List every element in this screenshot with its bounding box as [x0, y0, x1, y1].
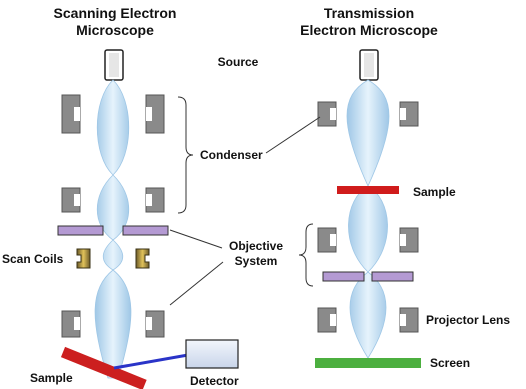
objective-label-line1: Objective	[228, 239, 284, 253]
tem-aperture-left	[323, 272, 364, 281]
objective-callout-line-2	[170, 262, 223, 305]
detector-label: Detector	[190, 374, 239, 388]
sem-title-line1: Scanning Electron	[53, 5, 177, 21]
projector-lens-label: Projector Lens	[426, 313, 511, 327]
condenser-label: Condenser	[200, 148, 263, 162]
tem-column	[315, 50, 421, 368]
sem-detector	[186, 340, 238, 368]
tem-title-line1: Transmission	[323, 5, 415, 21]
sem-aperture-right	[123, 226, 168, 235]
tem-objective-brace	[299, 224, 313, 286]
condenser-callout-line	[266, 117, 320, 153]
objective-callout-line-1	[170, 230, 222, 248]
source-label: Source	[217, 55, 259, 69]
tem-beam	[347, 80, 389, 358]
sem-column	[58, 50, 238, 389]
condenser-brace	[178, 97, 193, 213]
tem-title-line2: Electron Microscope	[300, 22, 438, 38]
sem-aperture-left	[58, 226, 103, 235]
sem-title-line2: Microscope	[76, 22, 154, 38]
tem-sample-label: Sample	[413, 185, 456, 199]
sem-detector-beam	[114, 355, 188, 368]
screen-label: Screen	[430, 356, 471, 370]
tem-sample	[337, 186, 399, 194]
objective-label-line2: System	[234, 254, 278, 268]
tem-aperture-right	[372, 272, 413, 281]
tem-screen	[315, 358, 421, 368]
scan-coils-label: Scan Coils	[2, 252, 64, 266]
sem-sample-label: Sample	[30, 371, 73, 385]
